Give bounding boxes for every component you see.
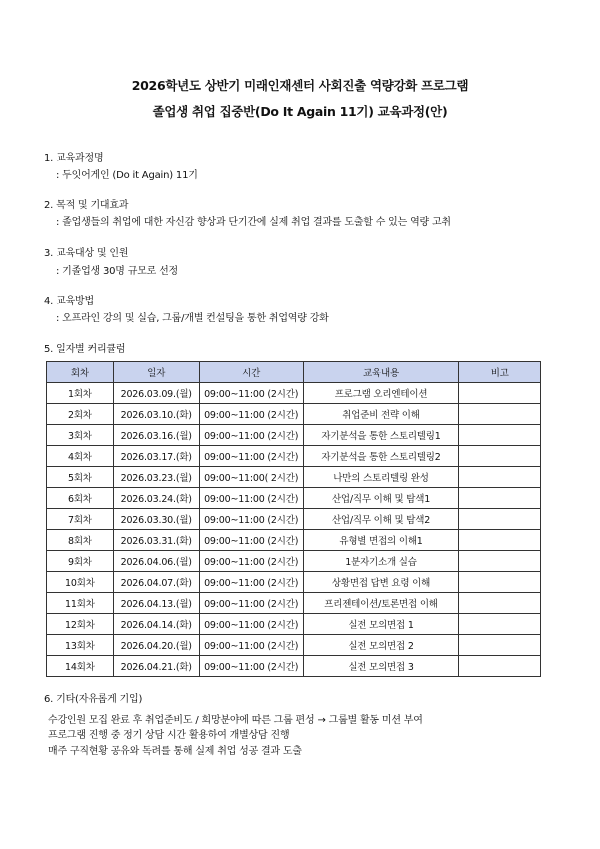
cell-content: 자기분석을 통한 스토리텔링2 xyxy=(303,446,459,467)
cell-time: 09:00~11:00 (2시간) xyxy=(199,383,303,404)
header-time: 시간 xyxy=(199,362,303,383)
header-content: 교육내용 xyxy=(303,362,459,383)
cell-content: 나만의 스토리텔링 완성 xyxy=(303,467,459,488)
cell-time: 09:00~11:00 (2시간) xyxy=(199,593,303,614)
section-1-body: : 두잇어게인 (Do it Again) 11기 xyxy=(56,170,198,181)
cell-session: 8회차 xyxy=(47,530,114,551)
section-2-heading: 2. 목적 및 기대효과 xyxy=(44,200,129,211)
cell-session: 12회차 xyxy=(47,614,114,635)
cell-content: 실전 모의면접 3 xyxy=(303,656,459,677)
cell-session: 9회차 xyxy=(47,551,114,572)
cell-session: 13회차 xyxy=(47,635,114,656)
section-3-body: : 기졸업생 30명 규모로 선정 xyxy=(56,266,179,277)
table-row xyxy=(47,593,541,614)
cell-note xyxy=(459,404,541,425)
cell-date: 2026.04.06.(월) xyxy=(113,551,199,572)
cell-note xyxy=(459,446,541,467)
cell-note xyxy=(459,572,541,593)
cell-note xyxy=(459,530,541,551)
cell-time: 09:00~11:00 (2시간) xyxy=(199,425,303,446)
cell-time: 09:00~11:00 (2시간) xyxy=(199,572,303,593)
cell-date: 2026.03.16.(월) xyxy=(113,425,199,446)
header-date: 일자 xyxy=(113,362,199,383)
table-row xyxy=(47,467,541,488)
cell-date: 2026.03.30.(월) xyxy=(113,509,199,530)
cell-content: 1분자기소개 실습 xyxy=(303,551,459,572)
cell-session: 5회차 xyxy=(47,467,114,488)
cell-date: 2026.04.13.(월) xyxy=(113,593,199,614)
cell-time: 09:00~11:00 (2시간) xyxy=(199,656,303,677)
cell-time: 09:00~11:00 (2시간) xyxy=(199,530,303,551)
cell-time: 09:00~11:00 (2시간) xyxy=(199,404,303,425)
cell-content: 프로그램 오리엔테이션 xyxy=(303,383,459,404)
header-note: 비고 xyxy=(459,362,541,383)
cell-content: 상황면접 답변 요령 이해 xyxy=(303,572,459,593)
cell-session: 11회차 xyxy=(47,593,114,614)
cell-session: 14회차 xyxy=(47,656,114,677)
cell-session: 7회차 xyxy=(47,509,114,530)
cell-date: 2026.03.24.(화) xyxy=(113,488,199,509)
cell-content: 유형별 면접의 이해1 xyxy=(303,530,459,551)
table-row xyxy=(47,488,541,509)
etc-line-2: 프로그램 진행 중 정기 상담 시간 활용하여 개별상담 진행 xyxy=(48,730,290,741)
cell-content: 프리젠테이션/토론면접 이해 xyxy=(303,593,459,614)
table-row xyxy=(47,572,541,593)
table-row xyxy=(47,656,541,677)
etc-line-1: 수강인원 모집 완료 후 취업준비도 / 희망분야에 따른 그룹 편성 → 그룹별 활동 미션 부여 xyxy=(48,715,423,726)
cell-session: 4회차 xyxy=(47,446,114,467)
cell-note xyxy=(459,383,541,404)
cell-time: 09:00~11:00 (2시간) xyxy=(199,614,303,635)
cell-session: 3회차 xyxy=(47,425,114,446)
cell-date: 2026.04.21.(화) xyxy=(113,656,199,677)
cell-date: 2026.04.14.(화) xyxy=(113,614,199,635)
cell-note xyxy=(459,509,541,530)
table-row xyxy=(47,446,541,467)
section-5-heading: 5. 일자별 커리큘럼 xyxy=(44,344,126,355)
cell-date: 2026.03.09.(월) xyxy=(113,383,199,404)
cell-content: 자기분석을 통한 스토리텔링1 xyxy=(303,425,459,446)
table-row xyxy=(47,509,541,530)
section-1-heading: 1. 교육과정명 xyxy=(44,153,104,164)
table-row xyxy=(47,530,541,551)
cell-date: 2026.03.31.(화) xyxy=(113,530,199,551)
cell-note xyxy=(459,551,541,572)
document-title-line1: 2026학년도 상반기 미래인재센터 사회진출 역량강화 프로그램 xyxy=(131,78,469,93)
cell-date: 2026.03.10.(화) xyxy=(113,404,199,425)
section-6-heading: 6. 기타(자유롭게 기입) xyxy=(44,694,143,705)
header-session: 회차 xyxy=(47,362,114,383)
etc-line-3: 매주 구직현황 공유와 독려를 통해 실제 취업 성공 결과 도출 xyxy=(48,746,302,757)
cell-time: 09:00~11:00 (2시간) xyxy=(199,488,303,509)
cell-note xyxy=(459,656,541,677)
section-4-body: : 오프라인 강의 및 실습, 그룹/개별 컨설팅을 통한 취업역량 강화 xyxy=(56,313,329,324)
cell-note xyxy=(459,425,541,446)
document-title-line2: 졸업생 취업 집중반(Do It Again 11기) 교육과정(안) xyxy=(152,104,448,119)
table-row xyxy=(47,404,541,425)
table-row xyxy=(47,425,541,446)
cell-session: 6회차 xyxy=(47,488,114,509)
cell-note xyxy=(459,635,541,656)
cell-content: 산업/직무 이해 및 탐색1 xyxy=(303,488,459,509)
cell-time: 09:00~11:00 (2시간) xyxy=(199,509,303,530)
table-row xyxy=(47,614,541,635)
cell-date: 2026.03.23.(월) xyxy=(113,467,199,488)
table-row xyxy=(47,635,541,656)
cell-note xyxy=(459,614,541,635)
cell-time: 09:00~11:00( 2시간) xyxy=(199,467,303,488)
table-header-row xyxy=(47,362,541,383)
cell-note xyxy=(459,593,541,614)
cell-time: 09:00~11:00 (2시간) xyxy=(199,446,303,467)
section-4-heading: 4. 교육방법 xyxy=(44,296,94,307)
cell-content: 실전 모의면접 1 xyxy=(303,614,459,635)
cell-content: 실전 모의면접 2 xyxy=(303,635,459,656)
cell-note xyxy=(459,488,541,509)
cell-session: 10회차 xyxy=(47,572,114,593)
cell-date: 2026.04.20.(월) xyxy=(113,635,199,656)
cell-note xyxy=(459,467,541,488)
cell-content: 취업준비 전략 이해 xyxy=(303,404,459,425)
table-row xyxy=(47,383,541,404)
cell-time: 09:00~11:00 (2시간) xyxy=(199,551,303,572)
cell-date: 2026.04.07.(화) xyxy=(113,572,199,593)
section-3-heading: 3. 교육대상 및 인원 xyxy=(44,248,129,259)
cell-session: 1회차 xyxy=(47,383,114,404)
cell-session: 2회차 xyxy=(47,404,114,425)
table-row xyxy=(47,551,541,572)
curriculum-table xyxy=(46,361,541,677)
cell-content: 산업/직무 이해 및 탐색2 xyxy=(303,509,459,530)
section-2-body: : 졸업생들의 취업에 대한 자신감 향상과 단기간에 실제 취업 결과를 도출할 수 있는 역량 고취 xyxy=(56,217,451,228)
cell-date: 2026.03.17.(화) xyxy=(113,446,199,467)
cell-time: 09:00~11:00 (2시간) xyxy=(199,635,303,656)
